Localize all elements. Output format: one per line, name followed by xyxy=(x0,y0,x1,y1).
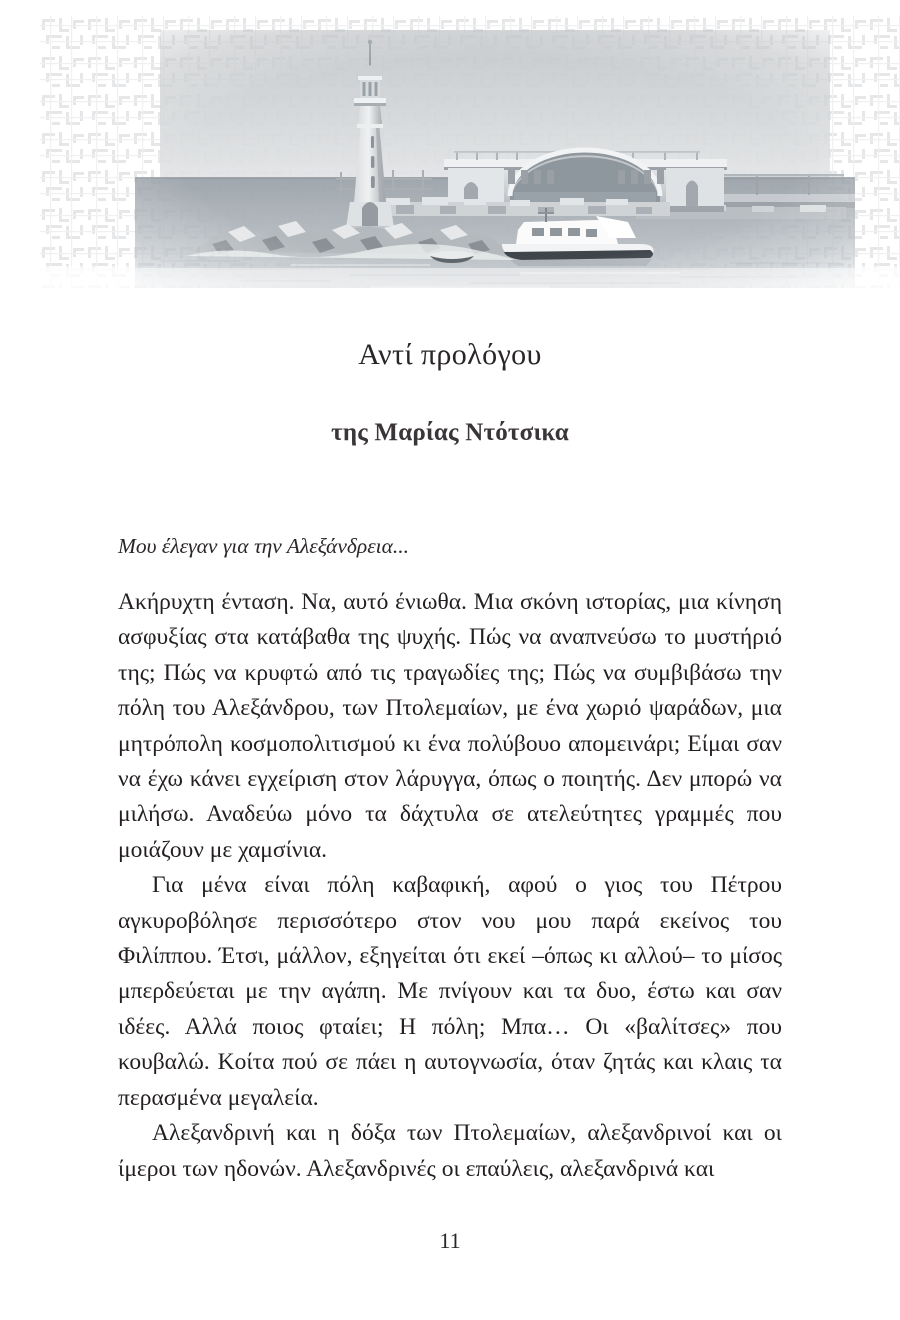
page-number: 11 xyxy=(439,1228,461,1253)
epigraph: Μου έλεγαν για την Αλεξάνδρεια... xyxy=(118,534,410,558)
alexandria-lighthouse-photo xyxy=(40,16,900,316)
paragraph: Αλεξανδρινή και η δόξα των Πτολεμαίων, αλεξανδρινοί και οι ίμεροι των ηδονών. Αλεξανδρινές οι επαύλεις, αλεξανδρινά και xyxy=(118,1120,782,1182)
abutment-window-right xyxy=(686,181,698,211)
sky xyxy=(160,30,830,180)
paragraph: Για μένα είναι πόλη καβαφική, αφού ο γιος του Πέτρου αγκυροβόλησε περισσότερο στον νου μου παρά εκείνος του Φιλίππου. Έτσι, μάλλον, εξηγείται ότι εκεί –όπως κι αλλού– το μίσος μπερδεύεται με την αγάπη. Με πνίγουν και τα δυο, έστω και σαν ιδέες. Αλλά ποιος φταίει; Η πόλη; Μπα… Οι «βαλίτσες» που κουβαλώ. Κοίτα πού σε πάει η αυτογνωσία, όταν ζητάς και κλαις τα περασμένα μεγαλεία. xyxy=(118,872,782,1111)
base-doorway xyxy=(362,202,378,228)
page-title: Αντί προλόγου xyxy=(358,338,542,371)
paragraph: Ακήρυχτη ένταση. Να, αυτό ένιωθα. Μια σκόνη ιστορίας, μια κίνηση ασφυξίας στα κατάβαθα της ψυχής. Πώς να αναπνεύσω το μυστήριό της; Πώς να κρυφτώ από τις τραγωδίες της; Πώς να συμβιβάσω την πόλη του Αλεξάνδρου, των Πτολεμαίων, με ένα χωριό ψαράδων, μια μητρόπολη κοσμοπολιτισμού κι ένα πολύβουο απομεινάρι; Είμαι σαν να έχω κάνει εγχείριση στον λάρυγγα, όπως ο ποιητής. Δεν μπορώ να μιλήσω. Αναδεύω μόνο τα δάχτυλα σε ατελεύτητες γραμμές που μοιάζουν με χαμσίνια. xyxy=(118,589,782,863)
page-subtitle-author: της Μαρίας Ντότσικα xyxy=(331,419,569,446)
photo-content xyxy=(135,30,855,288)
body-text xyxy=(118,585,782,1187)
lighthouse-illustration xyxy=(40,16,900,316)
